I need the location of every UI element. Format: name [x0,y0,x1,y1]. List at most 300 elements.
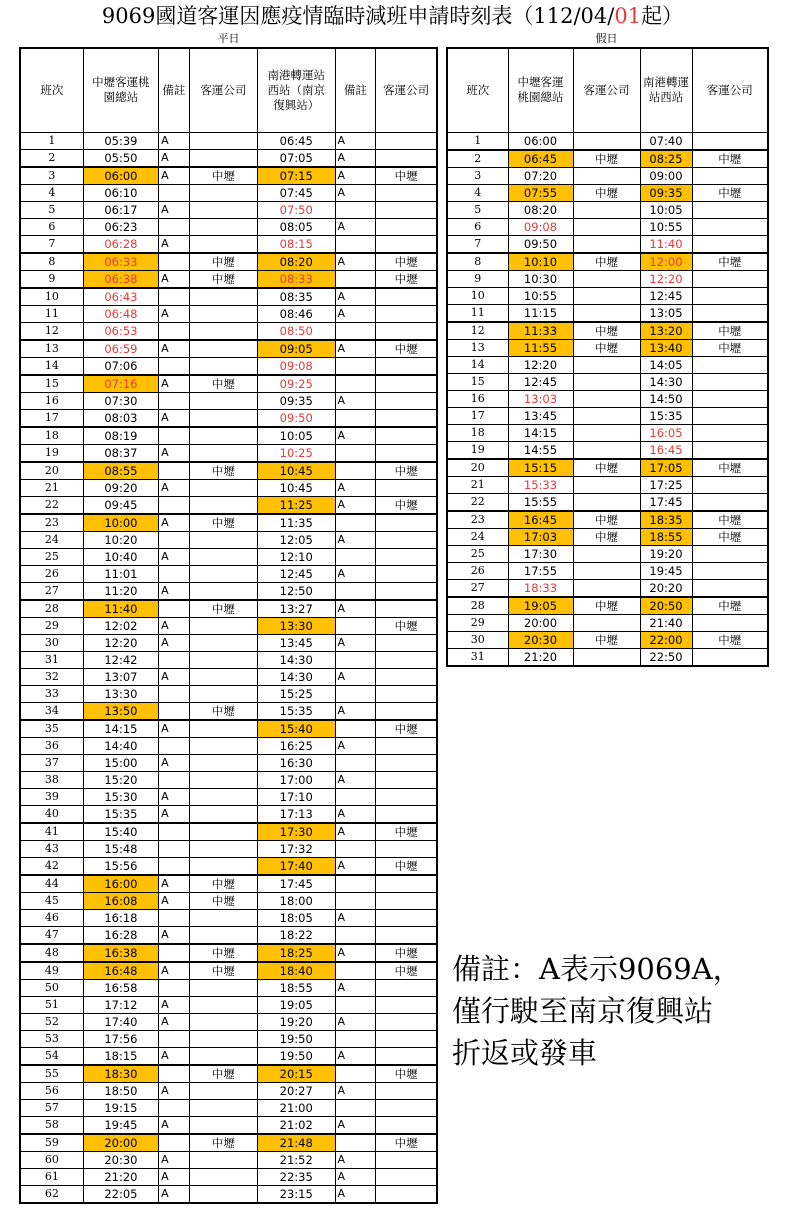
header-note: 備註 [335,48,376,132]
table-row [20,392,437,409]
table-row [447,597,768,615]
nangang-departure-time: 19:20 [258,1013,335,1030]
company-cell: 中壢 [376,496,437,514]
table-row [20,720,437,738]
nangang-departure-time: 08:05 [258,218,335,235]
company-cell [376,531,437,548]
company-cell: 中壢 [189,702,257,720]
run-number: 7 [20,235,83,253]
company-cell [189,479,257,496]
company-cell: 中壢 [376,1134,437,1152]
note-cell: A [335,531,376,548]
remark-line: 折返或發車 [452,1036,598,1070]
table-row [20,771,437,788]
nangang-departure-time: 14:50 [640,390,692,407]
run-number: 26 [447,562,508,579]
note-cell: A [335,823,376,841]
table-row [447,631,768,648]
note-cell [335,892,376,909]
company-cell [376,1151,437,1168]
run-number: 6 [447,218,508,235]
note-cell [159,357,190,375]
zhongli-departure-time: 17:30 [508,545,573,562]
note-cell: A [159,514,190,532]
nangang-departure-time: 17:32 [258,840,335,857]
note-cell: A [159,167,190,185]
table-row [20,1185,437,1203]
table-row [447,424,768,441]
run-number: 58 [20,1116,83,1134]
run-number: 51 [20,996,83,1013]
table-row [20,253,437,271]
zhongli-departure-time: 16:18 [83,909,158,926]
company-cell [376,840,437,857]
company-cell: 中壢 [692,631,768,648]
nangang-departure-time: 08:35 [258,288,335,306]
zhongli-departure-time: 14:40 [83,737,158,754]
run-number: 3 [20,167,83,185]
company-cell [376,805,437,823]
company-cell [189,1082,257,1099]
company-cell [573,218,640,235]
nangang-departure-time: 07:45 [258,184,335,201]
note-cell [335,582,376,600]
header-company: 客運公司 [189,48,257,132]
company-cell [692,390,768,407]
company-cell [189,496,257,514]
table-row [20,617,437,634]
company-cell: 中壢 [376,462,437,480]
company-cell: 中壢 [692,511,768,529]
note-cell [159,944,190,962]
company-cell [376,668,437,685]
note-cell [159,651,190,668]
note-cell: A [159,548,190,565]
note-cell: A [159,582,190,600]
note-cell: A [159,444,190,462]
note-cell [159,685,190,702]
nangang-departure-time: 19:50 [258,1030,335,1047]
run-number: 38 [20,771,83,788]
note-cell [335,685,376,702]
run-number: 59 [20,1134,83,1152]
remark-line: 僅行駛至南京復興站 [452,994,714,1028]
nangang-departure-time: 07:05 [258,149,335,167]
company-cell [376,427,437,445]
nangang-departure-time: 22:50 [640,648,692,666]
company-cell [573,270,640,287]
nangang-departure-time: 20:50 [640,597,692,615]
zhongli-departure-time: 09:45 [83,496,158,514]
holiday-timetable [446,47,769,667]
zhongli-departure-time: 13:03 [508,390,573,407]
note-cell: A [159,1151,190,1168]
company-cell: 中壢 [573,253,640,271]
run-number: 13 [20,340,83,358]
zhongli-departure-time: 21:20 [83,1168,158,1185]
run-number: 36 [20,737,83,754]
nangang-departure-time: 08:25 [640,150,692,168]
table-row [447,218,768,235]
company-cell [189,1047,257,1065]
run-number: 10 [447,287,508,304]
nangang-departure-time: 20:20 [640,579,692,597]
nangang-departure-time: 18:35 [640,511,692,529]
nangang-departure-time: 23:15 [258,1185,335,1203]
note-cell [159,771,190,788]
table-row [20,1013,437,1030]
header-company: 客運公司 [692,48,768,132]
zhongli-departure-time: 15:15 [508,459,573,477]
nangang-departure-time: 06:45 [258,132,335,149]
note-cell: A [159,1013,190,1030]
company-cell [189,184,257,201]
zhongli-departure-time: 08:03 [83,409,158,427]
nangang-departure-time: 21:48 [258,1134,335,1152]
company-cell [189,979,257,996]
nangang-departure-time: 09:08 [258,357,335,375]
zhongli-departure-time: 15:00 [83,754,158,771]
note-cell [159,979,190,996]
company-cell [573,579,640,597]
nangang-departure-time: 18:40 [258,962,335,980]
zhongli-departure-time: 12:02 [83,617,158,634]
nangang-departure-time: 18:55 [258,979,335,996]
company-cell [376,634,437,651]
zhongli-departure-time: 15:40 [83,823,158,841]
table-row [20,1168,437,1185]
company-cell [692,476,768,493]
run-number: 11 [20,305,83,322]
zhongli-departure-time: 15:48 [83,840,158,857]
run-number: 16 [20,392,83,409]
company-cell: 中壢 [376,720,437,738]
company-cell [189,1151,257,1168]
weekday-label: 平日 [217,32,240,45]
zhongli-departure-time: 06:23 [83,218,158,235]
company-cell [189,788,257,805]
company-cell [189,149,257,167]
note-cell [159,600,190,618]
company-cell [189,1168,257,1185]
table-row [20,926,437,944]
note-cell [159,1099,190,1116]
note-cell: A [335,305,376,322]
table-row [20,702,437,720]
note-cell [335,462,376,480]
zhongli-departure-time: 05:39 [83,132,158,149]
zhongli-departure-time: 13:07 [83,668,158,685]
table-row [447,579,768,597]
run-number: 14 [20,357,83,375]
run-number: 49 [20,962,83,980]
nangang-departure-time: 12:05 [258,531,335,548]
nangang-departure-time: 13:20 [640,322,692,340]
note-cell [159,427,190,445]
table-row [447,407,768,424]
run-number: 20 [20,462,83,480]
nangang-departure-time: 07:15 [258,167,335,185]
run-number: 1 [447,132,508,150]
table-row [20,944,437,962]
table-row [447,304,768,322]
zhongli-departure-time: 16:00 [83,875,158,893]
zhongli-departure-time: 22:05 [83,1185,158,1203]
note-cell [159,531,190,548]
title-date-highlight: 01 [614,4,642,28]
table-row [20,1099,437,1116]
zhongli-departure-time: 06:45 [508,150,573,168]
header-nangang: 南港轉運站西站 [640,48,692,132]
zhongli-departure-time: 16:38 [83,944,158,962]
table-row [20,184,437,201]
company-cell [189,357,257,375]
company-cell [189,235,257,253]
table-row [20,149,437,167]
run-number: 27 [20,582,83,600]
note-cell: A [335,1151,376,1168]
company-cell [692,493,768,511]
nangang-departure-time: 13:05 [640,304,692,322]
zhongli-departure-time: 14:15 [508,424,573,441]
table-row [447,648,768,666]
company-cell: 中壢 [573,150,640,168]
note-cell: A [159,1082,190,1099]
nangang-departure-time: 16:25 [258,737,335,754]
nangang-departure-time: 09:05 [258,340,335,358]
zhongli-departure-time: 19:45 [83,1116,158,1134]
company-cell [692,614,768,631]
company-cell: 中壢 [189,462,257,480]
note-cell [335,270,376,288]
company-cell: 中壢 [376,617,437,634]
company-cell [376,875,437,893]
run-number: 42 [20,857,83,875]
company-cell [376,1047,437,1065]
zhongli-departure-time: 13:50 [83,702,158,720]
note-cell: A [335,496,376,514]
run-number: 60 [20,1151,83,1168]
company-cell [189,754,257,771]
run-number: 13 [447,339,508,356]
note-cell [335,754,376,771]
run-number: 24 [20,531,83,548]
note-cell [335,788,376,805]
nangang-departure-time: 18:22 [258,926,335,944]
company-cell: 中壢 [376,270,437,288]
run-number: 20 [447,459,508,477]
note-cell: A [335,184,376,201]
run-number: 18 [20,427,83,445]
header-note: 備註 [159,48,190,132]
zhongli-departure-time: 10:00 [83,514,158,532]
run-number: 26 [20,565,83,582]
run-number: 12 [20,322,83,340]
run-number: 19 [20,444,83,462]
company-cell [189,531,257,548]
note-cell [335,1134,376,1152]
note-cell: A [159,754,190,771]
table-row [20,201,437,218]
company-cell [573,441,640,459]
table-row [20,582,437,600]
note-cell: A [335,167,376,185]
note-cell [335,875,376,893]
run-number: 5 [20,201,83,218]
note-cell [335,617,376,634]
table-row [20,875,437,893]
run-number: 5 [447,201,508,218]
zhongli-departure-time: 17:56 [83,1030,158,1047]
note-cell [335,548,376,565]
note-cell [159,288,190,306]
company-cell [189,1013,257,1030]
run-number: 48 [20,944,83,962]
company-cell [189,909,257,926]
note-cell: A [159,375,190,393]
zhongli-departure-time: 11:01 [83,565,158,582]
company-cell: 中壢 [692,322,768,340]
header-no: 班次 [447,48,508,132]
run-number: 50 [20,979,83,996]
company-cell [692,132,768,150]
company-cell: 中壢 [573,631,640,648]
zhongli-departure-time: 06:28 [83,235,158,253]
company-cell [376,218,437,235]
zhongli-departure-time: 16:28 [83,926,158,944]
note-cell [335,444,376,462]
table-row [20,496,437,514]
company-cell [573,304,640,322]
nangang-departure-time: 17:10 [258,788,335,805]
run-number: 10 [20,288,83,306]
nangang-departure-time: 22:00 [640,631,692,648]
run-number: 30 [20,634,83,651]
zhongli-departure-time: 06:59 [83,340,158,358]
note-cell: A [159,149,190,167]
nangang-departure-time: 21:40 [640,614,692,631]
table-row [20,1082,437,1099]
nangang-departure-time: 08:33 [258,270,335,288]
table-row [447,167,768,184]
table-row [447,132,768,150]
note-cell: A [159,132,190,149]
note-cell [159,857,190,875]
run-number: 11 [447,304,508,322]
nangang-departure-time: 15:35 [258,702,335,720]
note-cell [159,823,190,841]
zhongli-departure-time: 16:58 [83,979,158,996]
run-number: 35 [20,720,83,738]
zhongli-departure-time: 07:20 [508,167,573,184]
nangang-departure-time: 15:35 [640,407,692,424]
zhongli-departure-time: 07:16 [83,375,158,393]
note-cell: A [335,149,376,167]
company-cell: 中壢 [376,944,437,962]
header-company: 客運公司 [573,48,640,132]
note-cell: A [159,668,190,685]
table-row [447,459,768,477]
nangang-departure-time: 14:30 [640,373,692,390]
nangang-departure-time: 12:20 [640,270,692,287]
company-cell [573,356,640,373]
nangang-departure-time: 09:50 [258,409,335,427]
zhongli-departure-time: 09:20 [83,479,158,496]
company-cell: 中壢 [189,1134,257,1152]
company-cell [189,651,257,668]
note-cell: A [159,305,190,322]
company-cell: 中壢 [573,528,640,545]
zhongli-departure-time: 15:35 [83,805,158,823]
note-cell: A [335,1013,376,1030]
note-cell [335,375,376,393]
table-row [447,235,768,253]
nangang-departure-time: 13:27 [258,600,335,618]
table-row [20,427,437,445]
company-cell [376,651,437,668]
note-cell [159,184,190,201]
company-cell [189,444,257,462]
note-cell: A [335,1116,376,1134]
note-cell: A [159,1168,190,1185]
table-row [20,357,437,375]
header-no: 班次 [20,48,83,132]
table-row [20,514,437,532]
run-number: 31 [20,651,83,668]
zhongli-departure-time: 11:55 [508,339,573,356]
zhongli-departure-time: 11:20 [83,582,158,600]
company-cell [573,476,640,493]
run-number: 31 [447,648,508,666]
company-cell [376,926,437,944]
table-row [447,356,768,373]
nangang-departure-time: 10:05 [258,427,335,445]
zhongli-departure-time: 15:33 [508,476,573,493]
weekday-timetable [19,47,438,1204]
company-cell [573,167,640,184]
note-cell: A [335,944,376,962]
table-row [447,614,768,631]
company-cell [376,996,437,1013]
company-cell [189,720,257,738]
company-cell: 中壢 [376,167,437,185]
run-number: 46 [20,909,83,926]
company-cell [376,235,437,253]
run-number: 40 [20,805,83,823]
note-cell: A [335,634,376,651]
table-row [20,1047,437,1065]
note-cell [159,737,190,754]
run-number: 53 [20,1030,83,1047]
run-number: 54 [20,1047,83,1065]
note-cell [159,1134,190,1152]
run-number: 8 [447,253,508,271]
run-number: 17 [447,407,508,424]
company-cell: 中壢 [573,597,640,615]
run-number: 43 [20,840,83,857]
note-cell: A [335,392,376,409]
run-number: 45 [20,892,83,909]
run-number: 18 [447,424,508,441]
zhongli-departure-time: 06:43 [83,288,158,306]
company-cell [692,648,768,666]
company-cell [189,565,257,582]
note-cell [335,1099,376,1116]
table-row [447,201,768,218]
company-cell [376,737,437,754]
nangang-departure-time: 22:35 [258,1168,335,1185]
run-number: 19 [447,441,508,459]
